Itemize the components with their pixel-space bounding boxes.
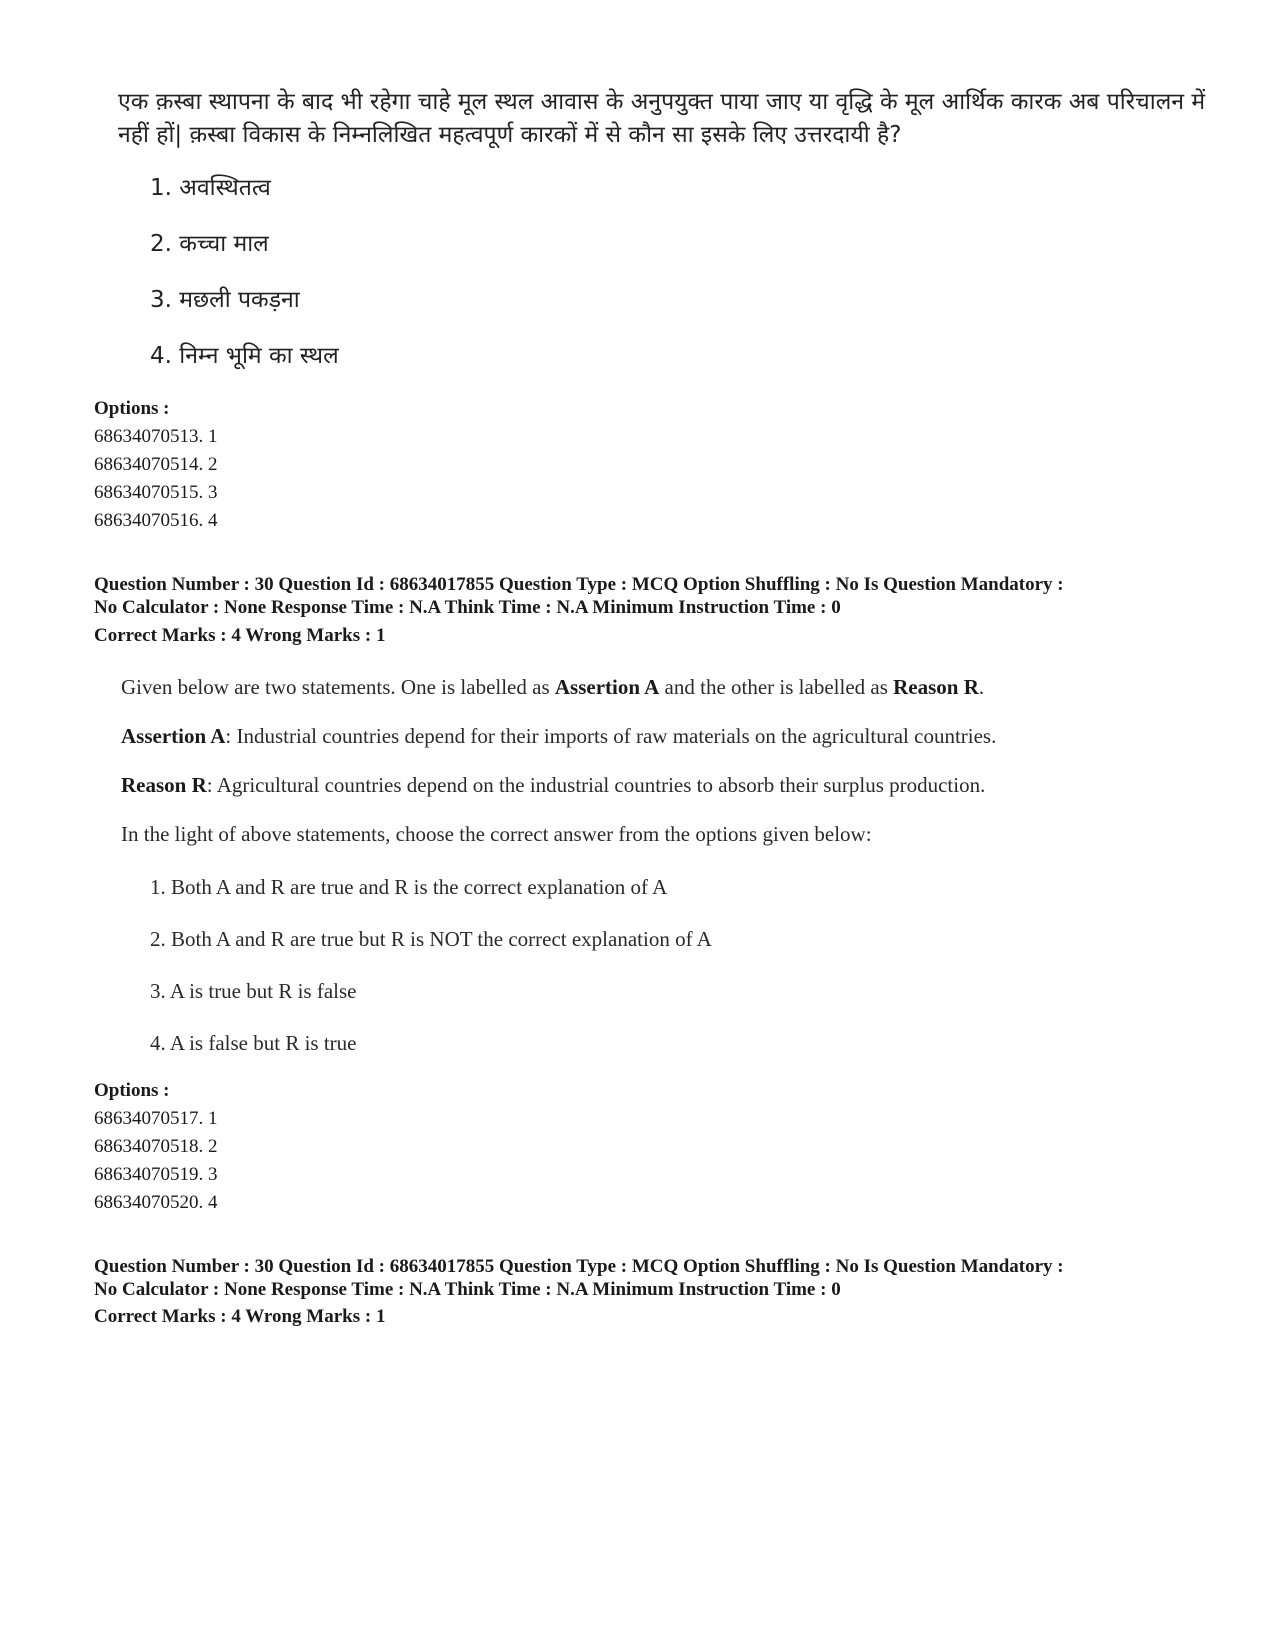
option-id-2: 68634070514. 2: [94, 454, 218, 475]
question-meta-line: No Calculator : None Response Time : N.A Think Time : N.A Minimum Instruction Time : 0: [94, 1279, 841, 1300]
options-label: Options :: [94, 1080, 170, 1101]
question-choice-4: 4. निम्न भूमि का स्थल: [150, 343, 339, 369]
question-intro: Given below are two statements. One is labelled as Assertion A and the other is labelled as Reason R.: [121, 675, 985, 699]
option-id-1: 68634070513. 1: [94, 426, 218, 447]
reason-label: Reason R: [121, 773, 207, 797]
question-meta-line: Question Number : 30 Question Id : 68634017855 Question Type : MCQ Option Shuffling : No Is Question Mandatory :: [94, 574, 1064, 595]
option-id-3: 68634070515. 3: [94, 482, 218, 503]
marks-line: Correct Marks : 4 Wrong Marks : 1: [94, 1306, 386, 1327]
question-choice-2: 2. कच्चा माल: [150, 231, 269, 257]
question-meta: [94, 1255, 1244, 1301]
question-meta: [94, 573, 1244, 619]
assertion-label: Assertion A: [121, 724, 226, 748]
question-choice-2: 2. Both A and R are true but R is NOT the correct explanation of A: [150, 927, 712, 951]
option-id-4: 68634070516. 4: [94, 510, 218, 531]
reason-statement: Reason R: Agricultural countries depend on the industrial countries to absorb their surplus production.: [121, 773, 986, 797]
question-meta-line: Question Number : 30 Question Id : 68634017855 Question Type : MCQ Option Shuffling : No Is Question Mandatory :: [94, 1256, 1064, 1277]
question-choice-1: 1. अवस्थितत्व: [150, 175, 271, 201]
marks-line: Correct Marks : 4 Wrong Marks : 1: [94, 625, 386, 646]
question-choice-1: 1. Both A and R are true and R is the correct explanation of A: [150, 875, 668, 899]
question-choice-3: 3. मछली पकड़ना: [150, 287, 300, 313]
question-instruction: In the light of above statements, choose the correct answer from the options given below:: [121, 822, 872, 846]
option-id-3: 68634070519. 3: [94, 1164, 218, 1185]
assertion-statement: Assertion A: Industrial countries depend for their imports of raw materials on the agricultural countries.: [121, 724, 997, 748]
option-id-2: 68634070518. 2: [94, 1136, 218, 1157]
option-id-1: 68634070517. 1: [94, 1108, 218, 1129]
question-choice-4: 4. A is false but R is true: [150, 1031, 357, 1055]
question-choice-3: 3. A is true but R is false: [150, 979, 357, 1003]
options-label: Options :: [94, 398, 170, 419]
question-meta-line: No Calculator : None Response Time : N.A Think Time : N.A Minimum Instruction Time : 0: [94, 597, 841, 618]
question-text-hindi: एक क़स्बा स्थापना के बाद भी रहेगा चाहे मूल स्थल आवास के अनुपयुक्त पाया जाए या वृद्धि के मूल आर्थिक कारक अब परिचालन में नहीं हों| क़स्बा विकास के निम्नलिखित महत्वपूर्ण कारकों में से कौन सा इसके लिए उत्तरदायी है?: [118, 89, 1206, 148]
option-id-4: 68634070520. 4: [94, 1192, 218, 1213]
